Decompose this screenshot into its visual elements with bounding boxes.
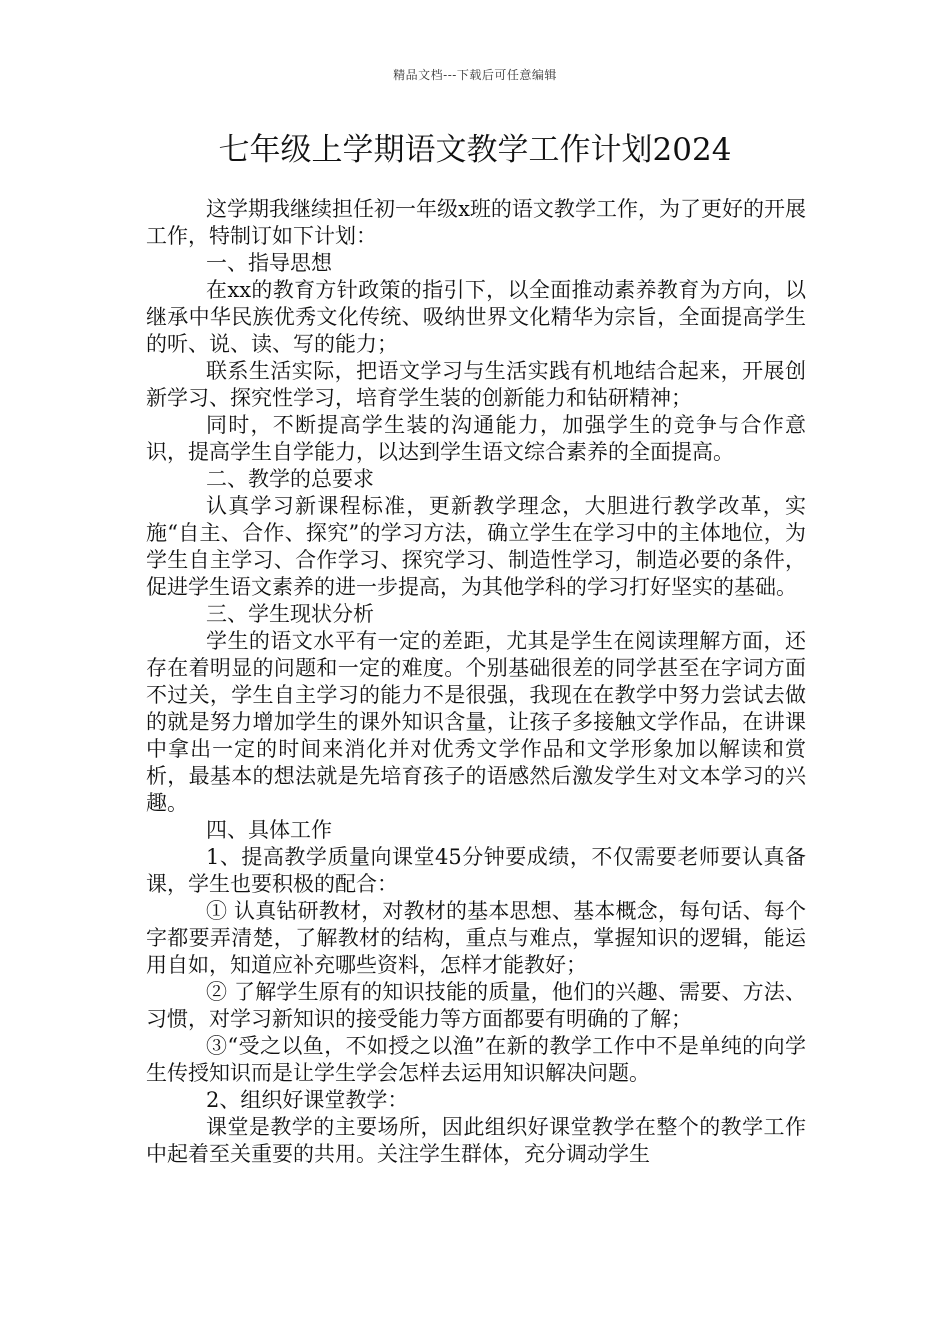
section-heading-student-analysis: 三、学生现状分析 [206, 602, 374, 626]
intro-paragraph: 这学期我继续担任初一年级x班的语文教学工作，为了更好的开展工作，特制订如下计划： [146, 197, 806, 248]
section-heading-general-requirements: 二、教学的总要求 [206, 467, 374, 491]
subsection-heading-classroom: 2、组织好课堂教学： [206, 1088, 409, 1112]
list-item: ② 了解学生原有的知识技能的质量，他们的兴趣、需要、方法、习惯，对学习新知识的接受能力等方面都要有明确的了解； [146, 980, 806, 1031]
paragraph: 课堂是教学的主要场所，因此组织好课堂教学在整个的教学工作中起着至关重要的共用。关注学生群体，充分调动学生 [146, 1115, 806, 1166]
document-title: 七年级上学期语文教学工作计划2024 [218, 132, 732, 168]
list-item: ③“受之以鱼，不如授之以渔”在新的教学工作中不是单纯的向学生传授知识而是让学生学会怎样去运用知识解决问题。 [146, 1034, 806, 1085]
document-body [146, 196, 806, 1168]
paragraph: 认真学习新课程标准，更新教学理念，大胆进行教学改革，实施“自主、合作、探究”的学习方法，确立学生在学习中的主体地位，为学生自主学习、合作学习、探究学习、制造性学习，制造必要的条件，促进学生语文素养的进一步提高，为其他学科的学习打好坚实的基础。 [146, 494, 806, 599]
section-heading-guiding-ideology: 一、指导思想 [206, 251, 332, 275]
paragraph: 在xx的教育方针政策的指引下，以全面推动素养教育为方向，以继承中华民族优秀文化传统、吸纳世界文化精华为宗旨，全面提高学生的听、说、读、写的能力； [146, 278, 806, 356]
paragraph: 联系生活实际，把语文学习与生活实践有机地结合起来，开展创新学习、探究性学习，培育学生装的创新能力和钻研精神； [146, 359, 806, 410]
header-note: 精品文档---下载后可任意编辑 [393, 68, 557, 82]
section-heading-specific-work: 四、具体工作 [206, 818, 332, 842]
list-item: ① 认真钻研教材，对教材的基本思想、基本概念，每句话、每个字都要弄清楚，了解教材的结构，重点与难点，掌握知识的逻辑，能运用自如，知道应补充哪些资料，怎样才能教好； [146, 899, 806, 977]
paragraph: 同时，不断提高学生装的沟通能力，加强学生的竞争与合作意识，提高学生自学能力，以达到学生语文综合素养的全面提高。 [146, 413, 806, 464]
paragraph: 学生的语文水平有一定的差距，尤其是学生在阅读理解方面，还存在着明显的问题和一定的难度。个别基础很差的同学甚至在字词方面不过关，学生自主学习的能力不是很强，我现在在教学中努力尝试去做的就是努力增加学生的课外知识含量，让孩子多接触文学作品，在讲课中拿出一定的时间来消化并对优秀文学作品和文学形象加以解读和赏析，最基本的想法就是先培育孩子的语感然后激发学生对文本学习的兴趣。 [146, 629, 806, 815]
paragraph: 1、提高教学质量向课堂45分钟要成绩，不仅需要老师要认真备课，学生也要积极的配合： [146, 845, 806, 896]
